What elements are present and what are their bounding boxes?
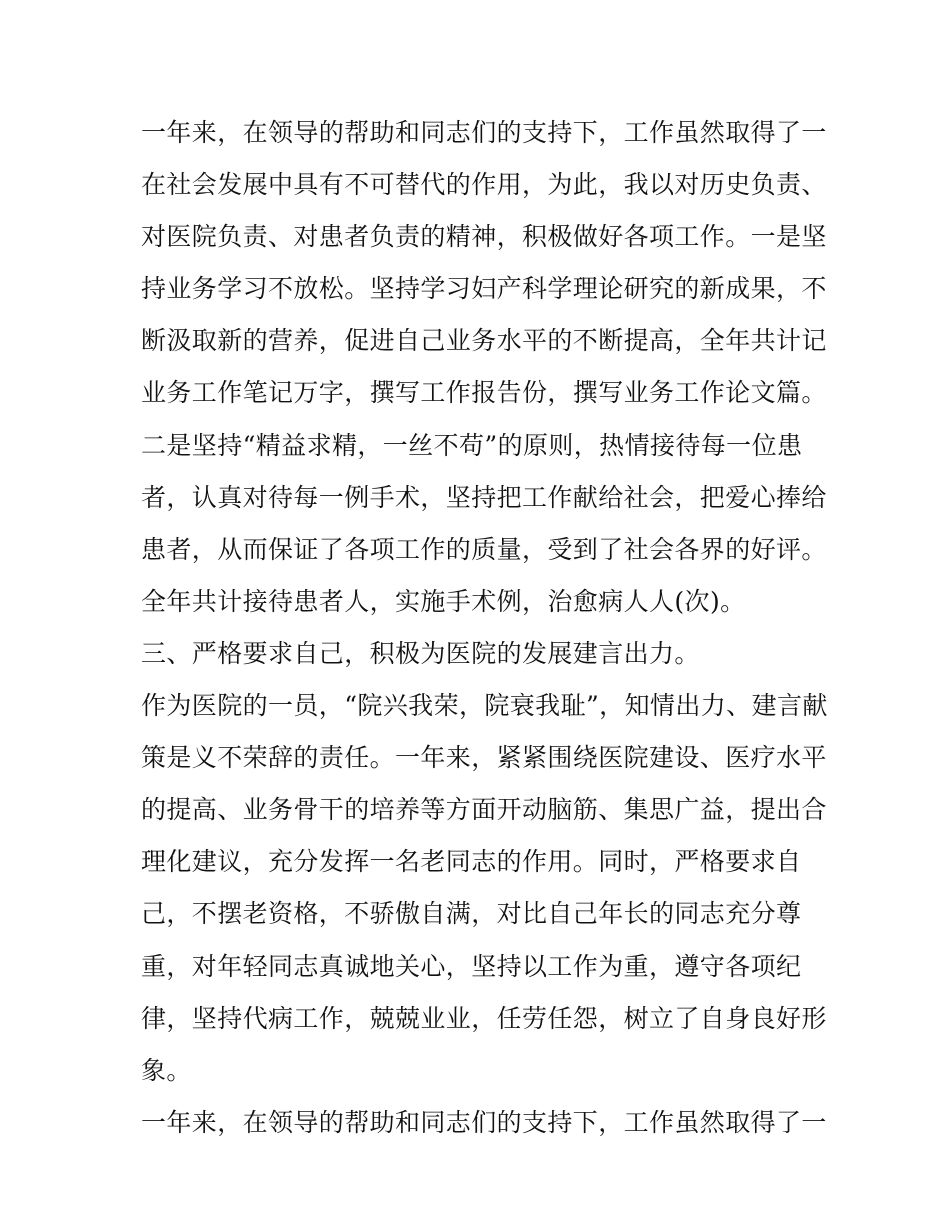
text-line: 一年来，在领导的帮助和同志们的支持下，工作虽然取得了一: [141, 118, 827, 147]
section-heading: 三、严格要求自己，积极为医院的发展建言出力。: [141, 638, 700, 668]
text-line: 持业务学习不放松。坚持学习妇产科学理论研究的新成果，不: [141, 274, 827, 304]
text-line: 全年共计接待患者人，实施手术例，治愈病人人(次)。: [141, 586, 746, 616]
text-line: 象。: [141, 1055, 192, 1085]
text-line: 己，不摆老资格，不骄傲自满，对比自己年长的同志充分尊: [141, 899, 802, 929]
text-line: 律，坚持代病工作，兢兢业业，任劳任怨，树立了自身良好形: [141, 1003, 827, 1033]
text-line: 策是义不荣辞的责任。一年来，紧紧围绕医院建设、医疗水平: [141, 743, 827, 773]
text-line: 对医院负责、对患者负责的精神，积极做好各项工作。一是坚: [141, 222, 827, 252]
body-text: [141, 107, 828, 1149]
text-line: 二是坚持“精益求精，一丝不苟”的原则，热情接待每一位患: [141, 430, 803, 460]
text-line: 在社会发展中具有不可替代的作用，为此，我以对历史负责、: [141, 170, 827, 200]
text-line: 一年来，在领导的帮助和同志们的支持下，工作虽然取得了一: [141, 1107, 827, 1137]
text-line: 患者，从而保证了各项工作的质量，受到了社会各界的好评。: [141, 534, 827, 564]
text-line: 作为医院的一员，“院兴我荣，院衰我耻”，知情出力、建言献: [141, 691, 828, 721]
text-line: 重，对年轻同志真诚地关心，坚持以工作为重，遵守各项纪: [141, 951, 802, 981]
text-line: 者，认真对待每一例手术，坚持把工作献给社会，把爱心捧给: [141, 482, 827, 512]
text-line: 业务工作笔记万字，撰写工作报告份，撰写业务工作论文篇。: [141, 378, 827, 408]
text-line: 断汲取新的营养，促进自己业务水平的不断提高，全年共计记: [141, 326, 827, 356]
text-line: 理化建议，充分发挥一名老同志的作用。同时，严格要求自: [141, 847, 802, 877]
text-line: 的提高、业务骨干的培养等方面开动脑筋、集思广益，提出合: [141, 795, 827, 825]
